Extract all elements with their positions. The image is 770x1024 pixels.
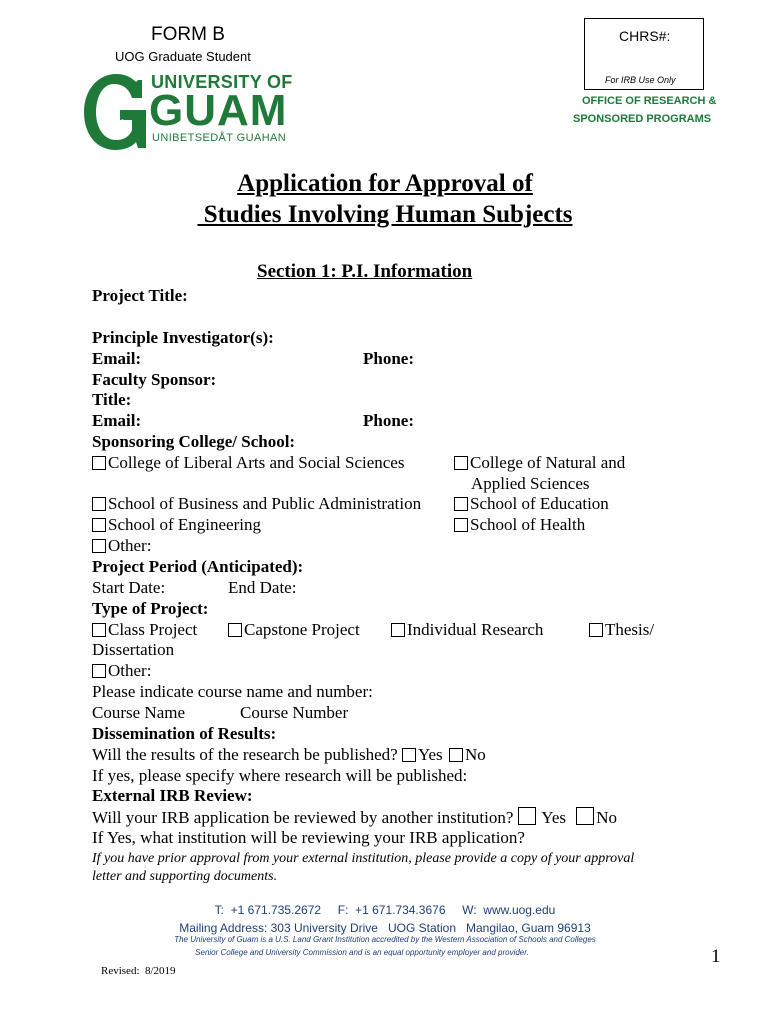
page-title-line1: Application for Approval of	[237, 170, 533, 197]
checkbox[interactable]	[92, 664, 106, 678]
option-education[interactable]	[454, 494, 609, 514]
section-heading: Section 1: P.I. Information	[257, 261, 473, 282]
type-of-project-label: Type of Project:	[92, 599, 209, 618]
no-label: No	[596, 808, 618, 827]
checkbox[interactable]	[92, 518, 106, 532]
chrs-label: CHRS#:	[619, 28, 671, 44]
pi-label: Principle Investigator(s):	[92, 328, 274, 347]
email-label-pi: Email:	[92, 349, 142, 368]
logo-line3: UNIBETSEDÅT GUAHAN	[152, 132, 287, 144]
option-health[interactable]	[454, 515, 585, 535]
checkbox[interactable]	[92, 456, 106, 470]
option-thesis[interactable]	[589, 620, 654, 640]
logo-line2: GUAM	[149, 86, 288, 135]
yes-label: Yes	[541, 808, 567, 827]
option-capstone-project[interactable]	[228, 620, 360, 640]
option-label: School of Education	[470, 494, 609, 513]
course-number-label: Course Number	[240, 703, 349, 722]
option-label: School of Health	[470, 515, 586, 534]
end-date-label: End Date:	[228, 578, 297, 597]
prior-approval-note-2: letter and supporting documents.	[92, 869, 278, 884]
checkbox[interactable]	[454, 518, 468, 532]
start-date-label: Start Date:	[92, 578, 166, 597]
option-label: Capstone Project	[244, 620, 360, 639]
course-prompt: Please indicate course name and number:	[92, 682, 373, 701]
prior-approval-note-1: If you have prior approval from your external institution, please provide a copy of your approval	[92, 851, 635, 866]
option-label: Other:	[108, 661, 152, 680]
option-engineering[interactable]	[92, 515, 261, 535]
revised-date: Revised: 8/2019	[101, 965, 176, 977]
checkbox[interactable]	[92, 623, 106, 637]
no-label: No	[464, 745, 486, 764]
yes-label: Yes	[417, 745, 443, 764]
checkbox[interactable]	[92, 497, 106, 511]
logo-g-emblem	[82, 72, 150, 152]
project-title-label: Project Title:	[92, 286, 188, 305]
phone-label-pi: Phone:	[363, 349, 414, 368]
yes-checkbox[interactable]	[518, 807, 536, 825]
sponsoring-college-label: Sponsoring College/ School:	[92, 432, 296, 451]
option-liberal-arts[interactable]	[92, 453, 404, 473]
page-title-line2: Studies Involving Human Subjects	[197, 201, 573, 228]
option-label: Thesis/	[605, 620, 655, 639]
question-text: Will your IRB application be reviewed by another institution?	[92, 808, 514, 827]
option-business[interactable]	[92, 494, 421, 514]
phone-label-sponsor: Phone:	[363, 411, 414, 430]
footer-address: Mailing Address: 303 University Drive UOG Station Mangilao, Guam 96913	[179, 921, 591, 935]
irb-use-only: For IRB Use Only	[605, 75, 676, 85]
option-thesis-cont: Dissertation	[92, 640, 175, 659]
university-logo	[82, 72, 292, 152]
sponsor-title-label: Title:	[92, 390, 132, 409]
yes-checkbox[interactable]	[402, 748, 416, 762]
option-label: Other:	[108, 536, 152, 555]
option-natural-sciences[interactable]	[454, 453, 625, 473]
checkbox[interactable]	[454, 497, 468, 511]
no-checkbox[interactable]	[576, 807, 594, 825]
checkbox[interactable]	[92, 539, 106, 553]
footer-note-1: The University of Guam is a U.S. Land Grant Institution accredited by the Western Association of Schools and Colleges	[174, 935, 596, 944]
faculty-sponsor-label: Faculty Sponsor:	[92, 370, 217, 389]
option-label: School of Business and Public Administration	[108, 494, 422, 513]
dissemination-label: Dissemination of Results:	[92, 724, 277, 743]
option-individual-research[interactable]	[391, 620, 543, 640]
option-other-project[interactable]	[92, 661, 151, 681]
office-line1: OFFICE OF RESEARCH &	[582, 95, 717, 107]
office-line2: SPONSORED PROGRAMS	[573, 113, 712, 125]
option-label: Individual Research	[407, 620, 544, 639]
option-label: Class Project	[108, 620, 198, 639]
option-label: College of Natural and	[470, 453, 626, 472]
published-question	[92, 745, 486, 765]
question-text: Will the results of the research be published?	[92, 745, 398, 764]
project-period-label: Project Period (Anticipated):	[92, 557, 304, 576]
page-number: 1	[711, 946, 721, 967]
footer-note-2: Senior College and University Commission and is an equal opportunity employer and provider.	[195, 948, 529, 957]
student-label: UOG Graduate Student	[115, 49, 251, 64]
option-natural-sciences-cont: Applied Sciences	[471, 474, 590, 493]
email-label-sponsor: Email:	[92, 411, 142, 430]
option-label: School of Engineering	[108, 515, 261, 534]
published-where: If yes, please specify where research will be published:	[92, 766, 468, 785]
option-other-college[interactable]	[92, 536, 151, 556]
option-class-project[interactable]	[92, 620, 197, 640]
no-checkbox[interactable]	[449, 748, 463, 762]
footer-contact: T: +1 671.735.2672 F: +1 671.734.3676 W: www.uog.edu	[214, 903, 556, 917]
institution-question: If Yes, what institution will be reviewing your IRB application?	[92, 828, 525, 847]
course-name-label: Course Name	[92, 703, 186, 722]
form-label: FORM B	[151, 24, 225, 45]
checkbox[interactable]	[454, 456, 468, 470]
reviewed-question	[92, 807, 617, 828]
logo-line1: UNIVERSITY OF	[151, 72, 293, 92]
checkbox[interactable]	[589, 623, 603, 637]
checkbox[interactable]	[228, 623, 242, 637]
external-irb-label: External IRB Review:	[92, 786, 253, 805]
checkbox[interactable]	[391, 623, 405, 637]
chrs-box	[584, 18, 704, 90]
option-label: College of Liberal Arts and Social Sciences	[108, 453, 405, 472]
